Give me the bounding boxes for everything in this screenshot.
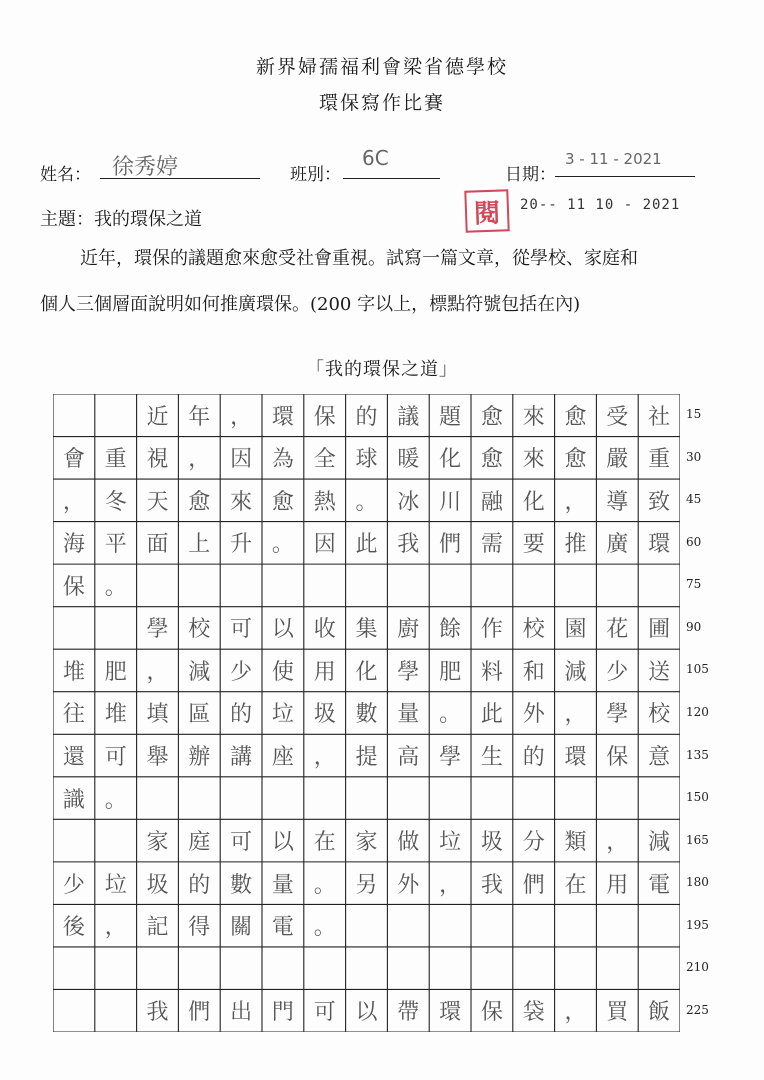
grid-cell: 作 — [480, 617, 503, 643]
grid-cell: 垃 — [104, 872, 127, 898]
grid-cell — [638, 564, 680, 607]
grid-cell: 化 — [522, 489, 545, 515]
prompt-line-1: 近年，環保的議題愈來愈受社會重視。試寫一篇文章，從學校、家庭和 — [80, 248, 638, 269]
grid-cell: 化 — [439, 447, 462, 473]
grid-cell — [429, 777, 471, 820]
row-count: 60 — [686, 534, 702, 549]
grid-cell: 使 — [271, 659, 294, 685]
grid-cell: ， — [188, 447, 211, 473]
grid-cell: 此 — [355, 532, 378, 558]
grid-cell — [262, 777, 304, 820]
school-name: 新界婦孺福利會梁省德學校 — [255, 56, 508, 78]
grid-cell — [429, 947, 471, 990]
grid-cell: 社 — [648, 404, 671, 430]
grid-cell — [304, 777, 346, 820]
row-count: 135 — [686, 747, 709, 762]
grid-cell: 在 — [313, 830, 336, 856]
grid-cell: 天 — [146, 489, 169, 515]
grid-cell: 減 — [188, 659, 211, 685]
grid-cell: 量 — [271, 872, 294, 898]
grid-cell — [596, 904, 638, 947]
grid-cell: 視 — [146, 447, 169, 473]
grid-cell: 此 — [480, 702, 503, 728]
grid-cell: 以 — [355, 1000, 378, 1026]
grid-cell: 環 — [564, 745, 587, 771]
grid-cell: 保 — [606, 745, 629, 771]
grid-cell: 學 — [397, 659, 420, 685]
grid-cell: 。 — [313, 915, 336, 941]
grid-cell — [178, 777, 220, 820]
grid-cell — [178, 947, 220, 990]
grid-cell — [346, 947, 388, 990]
grid-cell: 提 — [355, 745, 378, 771]
grid-cell: 減 — [564, 659, 587, 685]
grid-cell: 和 — [522, 659, 545, 685]
grid-cell: 少 — [62, 872, 85, 898]
class-label: 班別： — [290, 165, 341, 185]
grid-cell: ， — [230, 404, 253, 430]
grid-cell: 熱 — [313, 489, 336, 515]
grid-cell: 得 — [188, 915, 211, 941]
row-count: 75 — [686, 577, 702, 592]
grid-cell: 庭 — [188, 830, 211, 856]
date-value: 3 - 11 - 2021 — [565, 150, 662, 168]
grid-cell: 海 — [62, 532, 85, 558]
grid-cell: 買 — [606, 1000, 629, 1026]
grid-cell: 用 — [313, 659, 336, 685]
grid-cell: 送 — [648, 659, 671, 685]
grid-cell: 後 — [62, 915, 85, 941]
row-count: 195 — [686, 917, 709, 932]
grid-cell: 量 — [397, 702, 420, 728]
grid-cell — [262, 564, 304, 607]
grid-cell: 學 — [146, 617, 169, 643]
grid-cell: 。 — [104, 787, 127, 813]
grid-cell — [555, 564, 597, 607]
grid-cell: 上 — [188, 532, 211, 558]
grid-cell — [471, 904, 513, 947]
grid-cell — [513, 947, 555, 990]
grid-cell — [95, 819, 137, 862]
grid-cell — [387, 564, 429, 607]
class-value: 6C — [362, 146, 389, 170]
grid-cell: 記 — [146, 915, 169, 941]
grid-cell — [137, 777, 179, 820]
grid-cell: 還 — [62, 745, 85, 771]
grid-cell — [220, 947, 262, 990]
grid-cell: 保 — [62, 574, 85, 600]
grid-cell: 意 — [648, 745, 671, 771]
grid-cell — [471, 777, 513, 820]
grid-cell — [53, 607, 95, 650]
grid-cell: 保 — [313, 404, 336, 430]
grid-cell: 需 — [480, 532, 503, 558]
grid-cell: 愈 — [480, 447, 503, 473]
grid-cell: 堆 — [104, 702, 127, 728]
grid-cell: 重 — [104, 447, 127, 473]
grid-cell: 園 — [564, 617, 587, 643]
grid-cell — [638, 777, 680, 820]
grid-cell: 冬 — [104, 489, 127, 515]
grid-cell — [513, 904, 555, 947]
grid-cell: 外 — [522, 702, 545, 728]
row-count: 120 — [686, 705, 709, 719]
grid-cell: 要 — [522, 532, 545, 558]
row-count: 15 — [686, 407, 702, 422]
name-value: 徐秀婷 — [112, 155, 179, 180]
grid-cell — [513, 777, 555, 820]
name-label: 姓名： — [40, 165, 91, 185]
grid-cell: 們 — [522, 872, 545, 898]
grid-cell: 為 — [271, 447, 294, 473]
grid-cell: 往 — [62, 702, 85, 728]
grid-cell — [95, 394, 137, 437]
grid-cell: 餘 — [439, 617, 462, 643]
grid-cell: 來 — [522, 404, 545, 430]
grid-cell: 垃 — [439, 830, 462, 856]
grid-cell: 出 — [230, 1000, 253, 1026]
grid-cell — [53, 819, 95, 862]
grid-cell: 的 — [188, 872, 211, 898]
grid-cell: ， — [564, 489, 587, 515]
grid-cell: 的 — [230, 702, 253, 728]
grid-cell: 融 — [480, 489, 503, 515]
grid-cell: 年 — [188, 404, 211, 430]
class-underline — [343, 178, 440, 179]
grid-cell: 座 — [271, 745, 294, 771]
grid-cell: 。 — [271, 532, 294, 558]
grid-cell: 肥 — [439, 659, 462, 685]
grid-cell: 圾 — [313, 702, 336, 728]
grid-cell: 以 — [271, 617, 294, 643]
grid-cell — [304, 947, 346, 990]
grid-cell — [137, 947, 179, 990]
grid-cell: 環 — [439, 1000, 462, 1026]
grid-cell — [555, 777, 597, 820]
grid-cell: 。 — [439, 702, 462, 728]
grid-cell: 可 — [104, 745, 127, 771]
grid-cell: 化 — [355, 659, 378, 685]
grid-cell: 料 — [480, 659, 503, 685]
grid-cell — [304, 564, 346, 607]
row-count: 45 — [686, 492, 702, 507]
grid-cell: 冰 — [397, 489, 420, 515]
grid-cell — [596, 777, 638, 820]
grid-cell: 可 — [230, 830, 253, 856]
grid-cell: 致 — [648, 489, 671, 515]
grid-cell: ， — [146, 659, 169, 685]
grid-cell: 愈 — [564, 447, 587, 473]
essay-title: 「我的環保之道」 — [306, 359, 458, 380]
grid-cell: 題 — [439, 404, 462, 430]
topic: 主題：我的環保之道 — [40, 209, 202, 230]
grid-cell: 做 — [397, 830, 420, 856]
grid-cell — [53, 394, 95, 437]
grid-cell: 。 — [313, 872, 336, 898]
row-count: 165 — [686, 832, 709, 847]
grid-cell: 外 — [397, 872, 420, 898]
grid-cell: 圃 — [648, 617, 671, 643]
grid-cell: 環 — [648, 532, 671, 558]
grid-cell — [513, 564, 555, 607]
grid-cell: 飯 — [648, 1000, 671, 1026]
grid-cell: 收 — [313, 617, 336, 643]
grid-cell: ， — [313, 745, 336, 771]
grid-cell: 我 — [480, 872, 503, 898]
grid-cell: 重 — [648, 447, 671, 473]
grid-cell: 面 — [146, 532, 169, 558]
grid-cell: 堆 — [62, 659, 85, 685]
grid-cell — [95, 947, 137, 990]
grid-cell: 袋 — [522, 1000, 545, 1026]
grid-cell — [137, 564, 179, 607]
grid-cell: 推 — [564, 532, 587, 558]
date-underline — [555, 176, 695, 177]
grid-cell: 們 — [188, 1000, 211, 1026]
grid-cell: 們 — [439, 532, 462, 558]
grid-cell: 近 — [146, 404, 169, 430]
grid-cell: 學 — [439, 745, 462, 771]
grid-cell: 來 — [230, 489, 253, 515]
grid-cell — [596, 947, 638, 990]
grid-cell — [53, 947, 95, 990]
grid-cell — [53, 989, 95, 1032]
grid-cell: 舉 — [146, 745, 169, 771]
grid-cell — [95, 989, 137, 1032]
grid-cell: 校 — [522, 617, 545, 643]
grid-cell: 以 — [271, 830, 294, 856]
grid-cell — [638, 904, 680, 947]
grid-cell: ， — [439, 872, 462, 898]
grid-cell: 來 — [522, 447, 545, 473]
grid-cell: 家 — [146, 830, 169, 856]
grid-cell: 導 — [606, 489, 629, 515]
grid-cell: 識 — [62, 787, 85, 813]
grid-cell: 垃 — [271, 702, 294, 728]
contest-title: 環保寫作比賽 — [318, 92, 445, 114]
prompt-line-2: 個人三個層面說明如何推廣環保。(200 字以上，標點符號包括在內) — [40, 294, 581, 315]
grid-cell: 可 — [313, 1000, 336, 1026]
grid-cell — [387, 777, 429, 820]
read-stamp: 閱 — [464, 189, 509, 233]
grid-cell: 我 — [146, 1000, 169, 1026]
grid-cell — [346, 777, 388, 820]
grid-cell: 因 — [313, 532, 336, 558]
grid-cell — [220, 564, 262, 607]
grid-cell — [596, 564, 638, 607]
grid-cell: 高 — [397, 745, 420, 771]
grid-cell: 嚴 — [606, 447, 629, 473]
grid-cell: 廚 — [397, 617, 420, 643]
grid-cell: 電 — [271, 915, 294, 941]
grid-cell: 全 — [313, 447, 336, 473]
grid-cell: 集 — [355, 617, 378, 643]
grid-cell — [95, 607, 137, 650]
grid-cell: ， — [104, 915, 127, 941]
row-count: 150 — [686, 790, 709, 805]
grid-cell: 關 — [230, 915, 253, 941]
grid-cell: 類 — [564, 830, 587, 856]
grid-cell: 門 — [271, 1000, 294, 1026]
grid-cell: 講 — [230, 745, 253, 771]
grid-cell: 可 — [230, 617, 253, 643]
grid-cell: 校 — [648, 702, 671, 728]
grid-cell: 肥 — [104, 659, 127, 685]
grid-cell: 暖 — [397, 447, 420, 473]
grid-cell: 學 — [606, 702, 629, 728]
grid-cell: 。 — [104, 574, 127, 600]
grid-cell — [346, 904, 388, 947]
grid-cell: 減 — [648, 830, 671, 856]
row-count: 210 — [686, 960, 709, 975]
grid-cell: 環 — [271, 404, 294, 430]
grid-cell: 愈 — [564, 404, 587, 430]
grid-cell: 愈 — [188, 489, 211, 515]
grid-cell: 家 — [355, 830, 378, 856]
grid-cell: 另 — [355, 872, 378, 898]
grid-cell: 愈 — [480, 404, 503, 430]
grid-cell: 少 — [230, 659, 253, 685]
grid-cell: 受 — [606, 404, 629, 430]
grid-cell: 議 — [397, 404, 420, 430]
stamp-date: 20-- 11 10 - 2021 — [520, 197, 681, 213]
grid-cell: 廣 — [606, 532, 629, 558]
grid-cell: 用 — [606, 872, 629, 898]
grid-cell: 愈 — [271, 489, 294, 515]
grid-cell — [429, 564, 471, 607]
grid-cell: 生 — [480, 745, 503, 771]
grid-cell: 的 — [355, 404, 378, 430]
grid-cell: 升 — [230, 532, 253, 558]
grid-cell: 電 — [648, 872, 671, 898]
grid-cell: 花 — [606, 617, 629, 643]
grid-cell: 球 — [355, 447, 378, 473]
grid-cell — [555, 904, 597, 947]
grid-cell — [346, 564, 388, 607]
grid-cell: ， — [62, 489, 85, 515]
grid-cell: 因 — [230, 447, 253, 473]
grid-cell: 帶 — [397, 1000, 420, 1026]
grid-cell: 圾 — [146, 872, 169, 898]
grid-cell — [471, 564, 513, 607]
grid-cell — [262, 947, 304, 990]
row-count: 225 — [686, 1002, 709, 1017]
grid-cell: 圾 — [480, 830, 503, 856]
grid-cell — [178, 564, 220, 607]
grid-cell: 少 — [606, 659, 629, 685]
grid-cell — [638, 947, 680, 990]
grid-cell: ， — [564, 1000, 587, 1026]
row-count: 180 — [686, 875, 709, 890]
grid-cell: 。 — [355, 489, 378, 515]
grid-cell — [471, 947, 513, 990]
grid-cell: 會 — [62, 447, 85, 473]
grid-cell: 數 — [230, 872, 253, 898]
grid-cell: 保 — [480, 1000, 503, 1026]
grid-cell: 填 — [146, 702, 169, 728]
date-label: 日期： — [505, 165, 556, 185]
grid-cell — [220, 777, 262, 820]
grid-cell: 分 — [522, 830, 545, 856]
grid-cell — [555, 947, 597, 990]
name-underline — [100, 178, 260, 179]
row-count: 30 — [686, 449, 702, 464]
grid-cell: 川 — [439, 489, 462, 515]
grid-cell: 辦 — [188, 745, 211, 771]
grid-cell: 我 — [397, 532, 420, 558]
grid-cell: ， — [606, 830, 629, 856]
row-count: 90 — [686, 619, 702, 634]
grid-cell: 在 — [564, 872, 587, 898]
grid-cell: ， — [564, 702, 587, 728]
grid-cell — [387, 947, 429, 990]
grid-cell: 校 — [188, 617, 211, 643]
grid-cell: 的 — [522, 745, 545, 771]
grid-cell: 平 — [104, 532, 127, 558]
grid-cell — [387, 904, 429, 947]
row-count: 105 — [686, 662, 709, 677]
grid-cell: 數 — [355, 702, 378, 728]
grid-cell — [429, 904, 471, 947]
grid-cell: 區 — [188, 702, 211, 728]
